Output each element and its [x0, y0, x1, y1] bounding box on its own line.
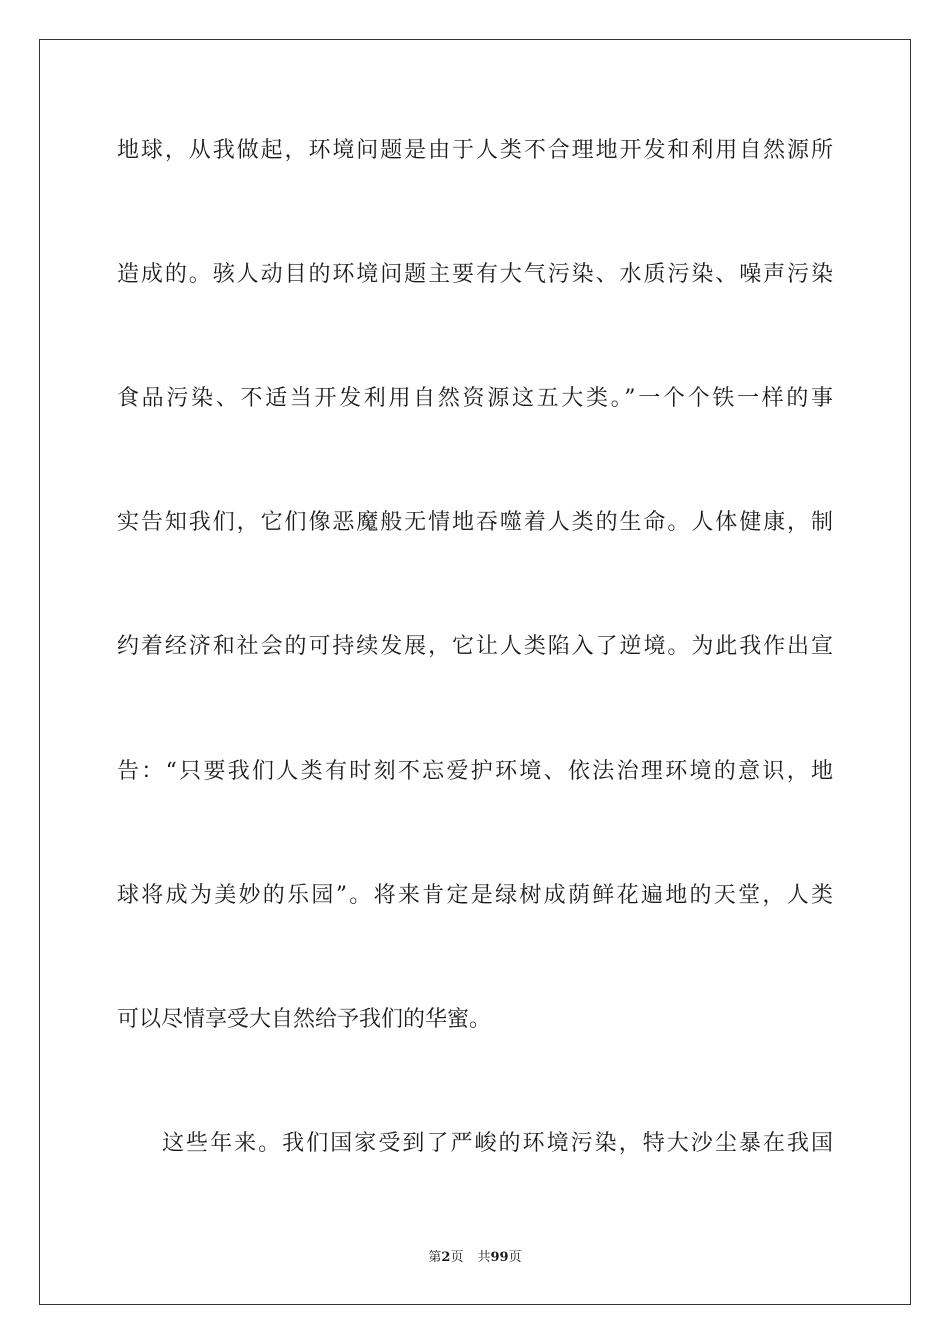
text-line: 造成的。骇人动目的环境问题主要有大气污染、水质污染、噪声污染 [117, 262, 833, 287]
page-suffix: 页 [450, 1250, 464, 1265]
page-border [39, 39, 911, 1305]
total-prefix: 共 [477, 1250, 491, 1265]
text-line: 告：“只要我们人类有时刻不忘爱护环境、依法治理环境的意识，地 [117, 759, 833, 784]
text-line: 球将成为美妙的乐园”。将来肯定是绿树成荫鲜花遍地的天堂，人类 [117, 883, 833, 908]
text-line: 约着经济和社会的可持续发展，它让人类陷入了逆境。为此我作出宣 [117, 634, 833, 659]
page-footer [0, 1246, 950, 1265]
text-line: 地球，从我做起，环境问题是由于人类不合理地开发和利用自然源所 [117, 138, 833, 163]
page-prefix: 第 [428, 1250, 442, 1265]
total-suffix: 页 [508, 1250, 522, 1265]
page-number: 2 [441, 1250, 451, 1265]
paragraph-first-line: 这些年来。我们国家受到了严峻的环境污染，特大沙尘暴在我国 [162, 1131, 833, 1156]
text-line: 食品污染、不适当开发利用自然资源这五大类。”一个个铁一样的事 [117, 386, 833, 411]
text-line: 可以尽情享受大自然给予我们的华蜜。 [117, 1007, 492, 1032]
total-pages: 99 [490, 1250, 509, 1265]
text-line: 实告知我们，它们像恶魔般无情地吞噬着人类的生命。人体健康，制 [117, 510, 833, 535]
